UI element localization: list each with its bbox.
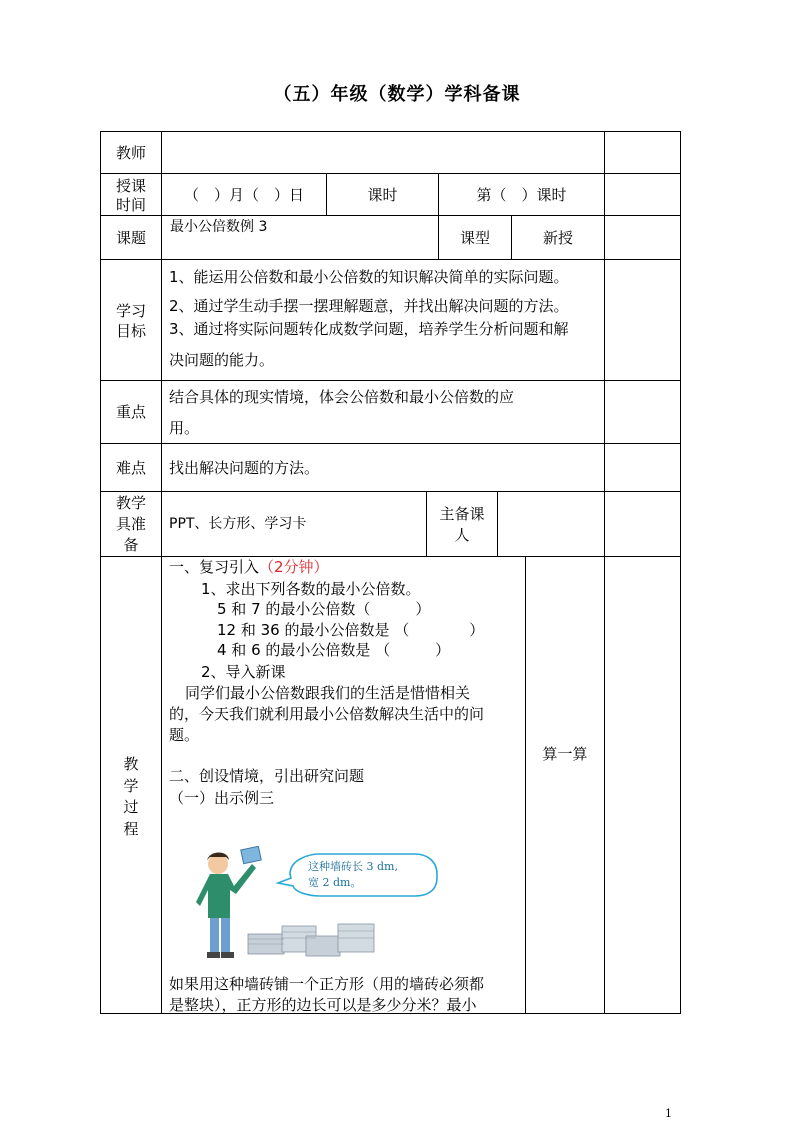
page-title: （五）年级（数学）学科备课 — [273, 84, 521, 105]
task-1: 1、求出下列各数的最小公倍数。 — [201, 580, 421, 598]
question-3: 4 和 6 的最小公倍数是 （ ） — [217, 641, 451, 659]
lead-teacher-label-line2: 人 — [454, 526, 470, 544]
topic-value: 最小公倍数例 3 — [170, 219, 268, 235]
question-2: 12 和 36 的最小公倍数是 （ ） — [217, 621, 485, 639]
prep-label-line3: 备 — [123, 536, 139, 554]
period-label: 课时 — [367, 186, 398, 204]
time-label-line1: 授课 — [115, 177, 146, 195]
teacher-label: 教师 — [115, 144, 146, 162]
prep-label-line2: 具准 — [115, 515, 146, 533]
key-points-line-2: 用。 — [169, 419, 200, 437]
key-points-line-1: 结合具体的现实情境，体会公倍数和最小公倍数的应 — [169, 388, 515, 406]
section-2-heading: 二、创设情境，引出研究问题 — [169, 767, 365, 785]
goals-label-line1: 学习 — [115, 302, 146, 320]
review-time: （2分钟） — [259, 558, 329, 576]
tile-stacks — [248, 924, 374, 956]
time-label-line2: 时间 — [115, 196, 146, 214]
speech-bubble — [278, 854, 437, 896]
intro-line-2: 的，今天我们就利用最小公倍数解决生活中的问 — [169, 705, 485, 723]
process-label-char-3: 过 — [123, 798, 139, 816]
goal-line-3: 3、通过将实际问题转化成数学问题，培养学生分析问题和解 — [169, 320, 569, 338]
review-heading-line — [169, 558, 329, 576]
side-note: 算一算 — [542, 745, 588, 763]
difficulty-label: 难点 — [115, 459, 146, 477]
date-field: （ ）月（ ）日 — [183, 186, 304, 204]
lesson-type-value: 新授 — [542, 229, 573, 247]
question-1: 5 和 7 的最小公倍数（ ） — [217, 600, 431, 618]
example-illustration — [190, 846, 440, 966]
topic-label: 课题 — [115, 229, 146, 247]
page-number: 1 — [665, 1107, 672, 1120]
prep-label-line1: 教学 — [115, 494, 146, 512]
example-question-line-1: 如果用这种墙砖铺一个正方形（用的墙砖必须都 — [169, 975, 485, 993]
process-label-char-2: 学 — [123, 777, 139, 795]
lead-teacher-label-line1: 主备课 — [439, 505, 485, 523]
bubble-line-2: 宽 2 dm。 — [308, 876, 362, 889]
period-value: 第（ ）课时 — [476, 186, 567, 204]
key-points-label: 重点 — [115, 403, 146, 421]
bubble-line-1: 这种墙砖长 3 dm, — [308, 860, 398, 873]
goal-line-2: 2、通过学生动手摆一摆理解题意，并找出解决问题的方法。 — [169, 297, 569, 315]
example-heading: （一）出示例三 — [169, 789, 275, 807]
goals-label-line2: 目标 — [115, 322, 146, 340]
review-heading: 一、复习引入 — [169, 558, 260, 576]
lesson-type-label: 课型 — [459, 229, 490, 247]
goal-line-1: 1、能运用公倍数和最小公倍数的知识解决简单的实际问题。 — [169, 268, 569, 286]
difficulty-value: 找出解决问题的方法。 — [169, 459, 320, 477]
intro-line-3: 题。 — [169, 726, 200, 744]
task-2: 2、导入新课 — [201, 663, 286, 681]
example-question-line-2: 是整块），正方形的边长可以是多少分米？最小 — [169, 996, 477, 1014]
intro-line-1: 同学们最小公倍数跟我们的生活是惜惜相关 — [185, 684, 471, 702]
prep-value: PPT、长方形、学习卡 — [169, 516, 307, 532]
goal-line-4: 决问题的能力。 — [169, 351, 275, 369]
process-label-char-4: 程 — [123, 820, 139, 838]
process-label-char-1: 教 — [123, 755, 139, 773]
